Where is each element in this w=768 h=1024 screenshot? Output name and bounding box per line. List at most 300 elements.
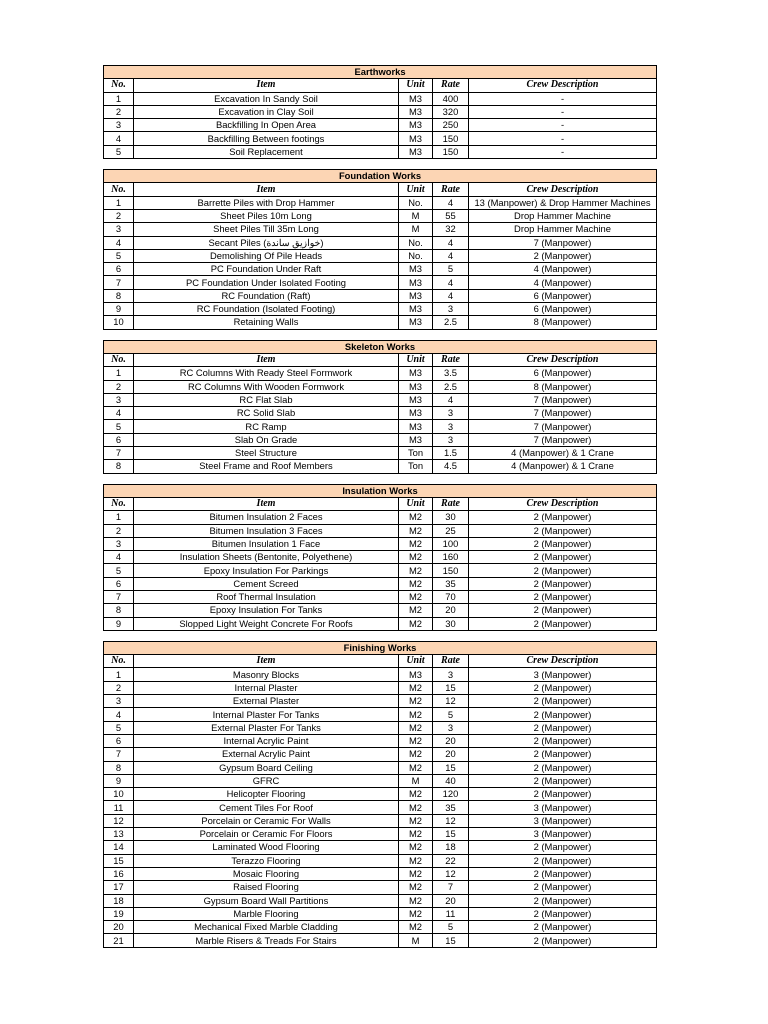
cell-crew: 2 (Manpower) [469, 511, 657, 524]
cell-rate: 15 [433, 681, 469, 694]
cell-rate: 3 [433, 721, 469, 734]
cell-crew: 2 (Manpower) [469, 564, 657, 577]
table-row [104, 748, 657, 761]
cell-rate: 11 [433, 907, 469, 920]
cell-item: Cement Screed [134, 577, 399, 590]
column-header-unit: Unit [399, 79, 433, 92]
cell-item: Sheet Piles Till 35m Long [134, 223, 399, 236]
table-row [104, 734, 657, 747]
table-row [104, 119, 657, 132]
cell-crew: 8 (Manpower) [469, 316, 657, 329]
cell-crew: 6 (Manpower) [469, 367, 657, 380]
cell-unit: M2 [399, 748, 433, 761]
cell-item: Mosaic Flooring [134, 867, 399, 880]
cell-no: 1 [104, 668, 134, 681]
cell-crew: 7 (Manpower) [469, 433, 657, 446]
cell-item: Roof Thermal Insulation [134, 590, 399, 603]
cell-unit: M [399, 934, 433, 947]
table-row [104, 695, 657, 708]
table-row [104, 617, 657, 630]
cell-crew: 4 (Manpower) [469, 263, 657, 276]
cell-no: 18 [104, 894, 134, 907]
cell-item: RC Solid Slab [134, 407, 399, 420]
cell-no: 8 [104, 604, 134, 617]
table-row [104, 814, 657, 827]
table-row [104, 788, 657, 801]
cell-unit: M3 [399, 393, 433, 406]
cell-no: 3 [104, 119, 134, 132]
works-table [103, 65, 657, 159]
cell-crew: 2 (Manpower) [469, 761, 657, 774]
cell-rate: 5 [433, 263, 469, 276]
table-row [104, 854, 657, 867]
cell-crew: 2 (Manpower) [469, 249, 657, 262]
cell-item: Gypsum Board Wall Partitions [134, 894, 399, 907]
cell-unit: M3 [399, 380, 433, 393]
cell-no: 14 [104, 841, 134, 854]
cell-no: 1 [104, 511, 134, 524]
table-row [104, 276, 657, 289]
cell-rate: 5 [433, 921, 469, 934]
column-header-unit: Unit [399, 353, 433, 366]
cell-unit: M3 [399, 145, 433, 158]
cell-item: Barrette Piles with Drop Hammer [134, 196, 399, 209]
cell-no: 11 [104, 801, 134, 814]
cell-unit: M2 [399, 511, 433, 524]
cell-item: Secant Piles (خوازيق ساندة) [134, 236, 399, 249]
cell-crew: 2 (Manpower) [469, 681, 657, 694]
cell-crew: - [469, 105, 657, 118]
table-row [104, 551, 657, 564]
cell-item: PC Foundation Under Raft [134, 263, 399, 276]
column-header-item: Item [134, 655, 399, 668]
cell-crew: 7 (Manpower) [469, 393, 657, 406]
cell-item: Helicopter Flooring [134, 788, 399, 801]
cell-no: 2 [104, 380, 134, 393]
cell-crew: 7 (Manpower) [469, 407, 657, 420]
table-row [104, 249, 657, 262]
cell-crew: 13 (Manpower) & Drop Hammer Machines [469, 196, 657, 209]
cell-crew: 2 (Manpower) [469, 734, 657, 747]
cell-item: Internal Plaster For Tanks [134, 708, 399, 721]
cell-crew: 2 (Manpower) [469, 590, 657, 603]
cell-crew: 2 (Manpower) [469, 894, 657, 907]
cell-unit: M2 [399, 867, 433, 880]
cell-crew: 2 (Manpower) [469, 881, 657, 894]
cell-rate: 100 [433, 537, 469, 550]
cell-crew: 2 (Manpower) [469, 695, 657, 708]
section-title: Insulation Works [104, 484, 657, 497]
cell-crew: - [469, 92, 657, 105]
table-row [104, 316, 657, 329]
cell-item: Marble Flooring [134, 907, 399, 920]
cell-no: 2 [104, 105, 134, 118]
column-header-crew: Crew Description [469, 79, 657, 92]
cell-rate: 1.5 [433, 447, 469, 460]
cell-unit: Ton [399, 460, 433, 473]
table-row [104, 420, 657, 433]
table-row [104, 881, 657, 894]
cell-unit: M2 [399, 590, 433, 603]
cell-no: 1 [104, 196, 134, 209]
cell-rate: 160 [433, 551, 469, 564]
cell-rate: 3 [433, 303, 469, 316]
column-header-item: Item [134, 79, 399, 92]
cell-crew: 3 (Manpower) [469, 801, 657, 814]
cell-item: Terazzo Flooring [134, 854, 399, 867]
cell-no: 8 [104, 761, 134, 774]
cell-no: 6 [104, 263, 134, 276]
cell-unit: M2 [399, 604, 433, 617]
column-header-no: No. [104, 655, 134, 668]
cell-item: Demolishing Of Pile Heads [134, 249, 399, 262]
cell-item: Slab On Grade [134, 433, 399, 446]
table-row [104, 289, 657, 302]
cell-item: Steel Structure [134, 447, 399, 460]
cell-rate: 20 [433, 734, 469, 747]
works-table [103, 641, 657, 948]
cell-unit: M [399, 774, 433, 787]
column-header-no: No. [104, 353, 134, 366]
cell-no: 13 [104, 828, 134, 841]
cell-unit: M2 [399, 828, 433, 841]
cell-item: RC Ramp [134, 420, 399, 433]
cell-rate: 150 [433, 564, 469, 577]
cell-item: Laminated Wood Flooring [134, 841, 399, 854]
cell-rate: 20 [433, 894, 469, 907]
table-row [104, 590, 657, 603]
cell-unit: M3 [399, 105, 433, 118]
cell-unit: M2 [399, 894, 433, 907]
cell-unit: No. [399, 249, 433, 262]
table-row [104, 209, 657, 222]
cell-item: Epoxy Insulation For Parkings [134, 564, 399, 577]
column-header-crew: Crew Description [469, 183, 657, 196]
cell-item: Porcelain or Ceramic For Floors [134, 828, 399, 841]
cell-unit: M3 [399, 276, 433, 289]
cell-no: 6 [104, 433, 134, 446]
cell-item: RC Foundation (Raft) [134, 289, 399, 302]
cell-no: 1 [104, 367, 134, 380]
cell-crew: 2 (Manpower) [469, 934, 657, 947]
section-title: Skeleton Works [104, 340, 657, 353]
cell-crew: 2 (Manpower) [469, 921, 657, 934]
cell-rate: 70 [433, 590, 469, 603]
cell-no: 10 [104, 788, 134, 801]
cell-crew: - [469, 132, 657, 145]
cell-unit: M2 [399, 681, 433, 694]
cell-no: 2 [104, 681, 134, 694]
table-row [104, 828, 657, 841]
cell-rate: 4 [433, 289, 469, 302]
cell-unit: M [399, 223, 433, 236]
cell-no: 4 [104, 551, 134, 564]
column-header-item: Item [134, 353, 399, 366]
cell-item: Sheet Piles 10m Long [134, 209, 399, 222]
cell-crew: 2 (Manpower) [469, 604, 657, 617]
cell-no: 19 [104, 907, 134, 920]
cell-item: Bitumen Insulation 3 Faces [134, 524, 399, 537]
cell-item: Bitumen Insulation 2 Faces [134, 511, 399, 524]
cell-unit: M2 [399, 907, 433, 920]
column-header-crew: Crew Description [469, 353, 657, 366]
cell-no: 2 [104, 524, 134, 537]
table-row [104, 407, 657, 420]
cell-item: Insulation Sheets (Bentonite, Polyethene) [134, 551, 399, 564]
cell-unit: M3 [399, 132, 433, 145]
cell-rate: 15 [433, 761, 469, 774]
cell-crew: 3 (Manpower) [469, 668, 657, 681]
cell-unit: M3 [399, 289, 433, 302]
cell-no: 6 [104, 734, 134, 747]
table-row [104, 105, 657, 118]
column-header-unit: Unit [399, 183, 433, 196]
table-row [104, 708, 657, 721]
cell-rate: 12 [433, 695, 469, 708]
cell-unit: M3 [399, 92, 433, 105]
cell-unit: M [399, 209, 433, 222]
cell-unit: M2 [399, 695, 433, 708]
cell-rate: 150 [433, 145, 469, 158]
cell-unit: M2 [399, 801, 433, 814]
cell-item: GFRC [134, 774, 399, 787]
cell-crew: 7 (Manpower) [469, 420, 657, 433]
cell-unit: M3 [399, 367, 433, 380]
cell-crew: - [469, 119, 657, 132]
cell-unit: M2 [399, 761, 433, 774]
cell-no: 21 [104, 934, 134, 947]
cell-no: 9 [104, 774, 134, 787]
cell-crew: 4 (Manpower) & 1 Crane [469, 447, 657, 460]
cell-item: Internal Plaster [134, 681, 399, 694]
table-row [104, 511, 657, 524]
cell-crew: 2 (Manpower) [469, 748, 657, 761]
cell-unit: M2 [399, 921, 433, 934]
cell-crew: 2 (Manpower) [469, 551, 657, 564]
table-row [104, 577, 657, 590]
cell-crew: 2 (Manpower) [469, 577, 657, 590]
table-row [104, 303, 657, 316]
cell-crew: Drop Hammer Machine [469, 209, 657, 222]
cell-crew: 2 (Manpower) [469, 774, 657, 787]
cell-rate: 150 [433, 132, 469, 145]
table-row [104, 132, 657, 145]
table-row [104, 867, 657, 880]
cell-crew: 2 (Manpower) [469, 617, 657, 630]
cell-rate: 4 [433, 236, 469, 249]
cell-unit: M3 [399, 316, 433, 329]
cell-rate: 3 [433, 433, 469, 446]
table-row [104, 196, 657, 209]
table-row [104, 934, 657, 947]
cell-crew: 7 (Manpower) [469, 236, 657, 249]
cell-rate: 3.5 [433, 367, 469, 380]
cell-item: External Plaster For Tanks [134, 721, 399, 734]
table-row [104, 460, 657, 473]
cell-unit: M2 [399, 577, 433, 590]
table-row [104, 367, 657, 380]
table-row [104, 721, 657, 734]
cell-crew: 6 (Manpower) [469, 289, 657, 302]
table-row [104, 801, 657, 814]
column-header-rate: Rate [433, 183, 469, 196]
cell-rate: 2.5 [433, 316, 469, 329]
cell-rate: 5 [433, 708, 469, 721]
table-row [104, 524, 657, 537]
cell-item: Excavation in Clay Soil [134, 105, 399, 118]
cell-item: PC Foundation Under Isolated Footing [134, 276, 399, 289]
table-row [104, 236, 657, 249]
cell-unit: M3 [399, 263, 433, 276]
cell-no: 5 [104, 145, 134, 158]
table-row [104, 92, 657, 105]
cell-unit: M3 [399, 668, 433, 681]
cell-rate: 2.5 [433, 380, 469, 393]
table-row [104, 907, 657, 920]
cell-rate: 3 [433, 668, 469, 681]
cell-rate: 15 [433, 934, 469, 947]
cell-item: RC Columns With Wooden Formwork [134, 380, 399, 393]
cell-item: RC Columns With Ready Steel Formwork [134, 367, 399, 380]
cell-crew: 3 (Manpower) [469, 814, 657, 827]
cell-item: Internal Acrylic Paint [134, 734, 399, 747]
cell-rate: 32 [433, 223, 469, 236]
cell-rate: 25 [433, 524, 469, 537]
cell-crew: 6 (Manpower) [469, 303, 657, 316]
cell-unit: M2 [399, 881, 433, 894]
table-row [104, 223, 657, 236]
column-header-no: No. [104, 183, 134, 196]
cell-item: Masonry Blocks [134, 668, 399, 681]
cell-rate: 35 [433, 801, 469, 814]
cell-item: Porcelain or Ceramic For Walls [134, 814, 399, 827]
cell-rate: 15 [433, 828, 469, 841]
section-title: Foundation Works [104, 170, 657, 183]
cell-crew: - [469, 145, 657, 158]
works-table [103, 340, 657, 474]
cell-no: 7 [104, 276, 134, 289]
cell-unit: M2 [399, 854, 433, 867]
cell-rate: 30 [433, 617, 469, 630]
column-header-rate: Rate [433, 79, 469, 92]
column-header-rate: Rate [433, 655, 469, 668]
cell-crew: 2 (Manpower) [469, 854, 657, 867]
cell-no: 17 [104, 881, 134, 894]
cell-item: RC Flat Slab [134, 393, 399, 406]
column-header-unit: Unit [399, 655, 433, 668]
table-row [104, 393, 657, 406]
cell-no: 4 [104, 407, 134, 420]
cell-no: 3 [104, 695, 134, 708]
table-row [104, 681, 657, 694]
cell-no: 9 [104, 617, 134, 630]
works-sections [103, 65, 656, 948]
cell-crew: 2 (Manpower) [469, 867, 657, 880]
column-header-crew: Crew Description [469, 655, 657, 668]
cell-item: Mechanical Fixed Marble Cladding [134, 921, 399, 934]
cell-rate: 20 [433, 748, 469, 761]
cell-crew: 2 (Manpower) [469, 721, 657, 734]
cell-unit: M2 [399, 708, 433, 721]
cell-item: Gypsum Board Ceiling [134, 761, 399, 774]
cell-rate: 120 [433, 788, 469, 801]
cell-crew: 2 (Manpower) [469, 708, 657, 721]
cell-no: 1 [104, 92, 134, 105]
cell-rate: 400 [433, 92, 469, 105]
cell-item: Epoxy Insulation For Tanks [134, 604, 399, 617]
cell-no: 5 [104, 420, 134, 433]
cell-item: Cement Tiles For Roof [134, 801, 399, 814]
cell-no: 5 [104, 564, 134, 577]
cell-item: External Plaster [134, 695, 399, 708]
table-row [104, 380, 657, 393]
cell-rate: 3 [433, 407, 469, 420]
cell-rate: 22 [433, 854, 469, 867]
cell-no: 20 [104, 921, 134, 934]
cell-rate: 4.5 [433, 460, 469, 473]
cell-no: 3 [104, 223, 134, 236]
column-header-item: Item [134, 183, 399, 196]
table-row [104, 537, 657, 550]
works-table [103, 484, 657, 631]
cell-item: Raised Flooring [134, 881, 399, 894]
cell-no: 6 [104, 577, 134, 590]
cell-unit: Ton [399, 447, 433, 460]
cell-unit: M3 [399, 407, 433, 420]
cell-rate: 30 [433, 511, 469, 524]
cell-rate: 12 [433, 867, 469, 880]
cell-crew: 2 (Manpower) [469, 841, 657, 854]
cell-no: 7 [104, 748, 134, 761]
cell-unit: M2 [399, 524, 433, 537]
cell-item: Retaining Walls [134, 316, 399, 329]
table-row [104, 894, 657, 907]
cell-crew: 8 (Manpower) [469, 380, 657, 393]
cell-unit: No. [399, 196, 433, 209]
cell-rate: 40 [433, 774, 469, 787]
cell-rate: 55 [433, 209, 469, 222]
cell-rate: 4 [433, 249, 469, 262]
cell-no: 7 [104, 447, 134, 460]
cell-no: 9 [104, 303, 134, 316]
table-row [104, 761, 657, 774]
cell-no: 4 [104, 132, 134, 145]
cell-crew: 4 (Manpower) & 1 Crane [469, 460, 657, 473]
cell-unit: M2 [399, 841, 433, 854]
cell-unit: M2 [399, 564, 433, 577]
cell-rate: 4 [433, 276, 469, 289]
cell-unit: M2 [399, 537, 433, 550]
cell-rate: 7 [433, 881, 469, 894]
works-table [103, 169, 657, 330]
cell-crew: 2 (Manpower) [469, 537, 657, 550]
table-row [104, 263, 657, 276]
table-row [104, 668, 657, 681]
cell-no: 4 [104, 708, 134, 721]
cell-unit: M2 [399, 734, 433, 747]
column-header-no: No. [104, 497, 134, 510]
cell-crew: 4 (Manpower) [469, 276, 657, 289]
table-row [104, 433, 657, 446]
cell-unit: M3 [399, 420, 433, 433]
cell-rate: 18 [433, 841, 469, 854]
cell-no: 5 [104, 721, 134, 734]
cell-unit: M3 [399, 303, 433, 316]
cell-unit: M2 [399, 788, 433, 801]
cell-item: Backfilling In Open Area [134, 119, 399, 132]
cell-rate: 320 [433, 105, 469, 118]
cell-no: 2 [104, 209, 134, 222]
